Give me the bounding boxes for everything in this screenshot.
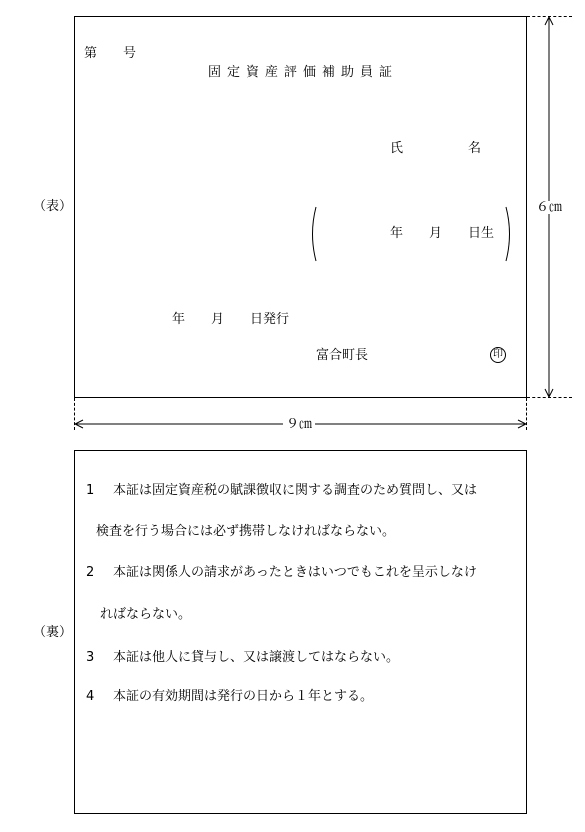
back-card	[74, 450, 527, 814]
width-label: ９㎝	[283, 418, 315, 431]
rule-4-number: 4	[86, 689, 95, 704]
rule-1-line-1: 本証は固定資産税の賦課徴収に関する調査のため質問し、又は	[113, 483, 478, 498]
rule-2-number: 2	[86, 565, 95, 580]
seal-text: 印	[493, 349, 503, 360]
birth-date-label: 年 月 日生	[390, 226, 495, 241]
rule-1-line-2: 検査を行う場合には必ず携帯しなければならない。	[96, 524, 396, 539]
back-side-label: （裏）	[33, 625, 73, 640]
name-label: 氏 名	[390, 141, 482, 156]
rule-2-line-2: ればならない。	[100, 607, 192, 622]
card-title: 固定資産評価補助員証	[208, 65, 399, 80]
rule-3-number: 3	[86, 650, 95, 665]
rule-2-line-1: 本証は関係人の請求があったときはいつでもこれを呈示しなけ	[113, 565, 477, 580]
front-side-label: （表）	[33, 199, 73, 214]
rule-1-number: 1	[86, 483, 95, 498]
seal-mark	[490, 347, 506, 363]
issue-date: 年 月 日発行	[172, 312, 290, 327]
height-label: ６㎝	[533, 201, 565, 214]
rule-4-line-1: 本証の有効期間は発行の日から１年とする。	[113, 689, 374, 704]
rule-3-line-1: 本証は他人に貸与し、又は譲渡してはならない。	[113, 650, 400, 665]
number-label: 第 号	[84, 46, 137, 61]
issuer-name: 富合町長	[316, 348, 369, 363]
